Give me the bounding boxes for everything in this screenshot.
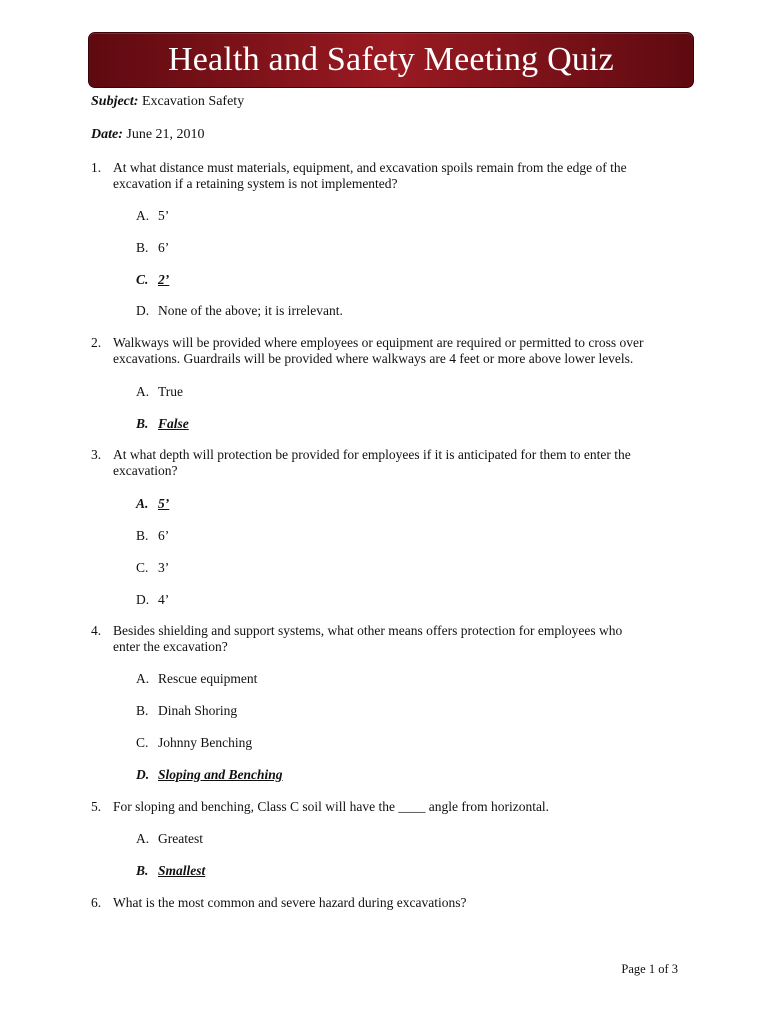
option-2b-correct[interactable] <box>136 416 189 432</box>
option-3d[interactable] <box>136 592 169 608</box>
option-letter: A. <box>136 671 150 686</box>
option-text: 5’ <box>158 208 170 223</box>
option-letter: D. <box>136 767 150 782</box>
question-number: 2. <box>91 335 102 350</box>
option-1c-correct[interactable] <box>136 272 169 288</box>
question-3 <box>91 447 651 479</box>
option-letter: B. <box>136 240 149 255</box>
option-text: Rescue equipment <box>158 671 258 686</box>
question-6 <box>91 895 651 911</box>
date-value: June 21, 2010 <box>126 127 205 142</box>
question-4 <box>91 623 651 655</box>
date-label: Date: <box>91 127 123 142</box>
question-2 <box>91 335 651 367</box>
question-number: 4. <box>91 623 102 638</box>
question-number: 1. <box>91 160 102 175</box>
page-number: Page 1 of 3 <box>621 962 678 976</box>
option-text: 4’ <box>158 592 170 607</box>
option-text: True <box>158 384 184 399</box>
question-text: What is the most common and severe hazard during excavations? <box>113 895 467 910</box>
option-5a[interactable] <box>136 831 203 847</box>
option-letter: A. <box>136 384 150 399</box>
option-letter: C. <box>136 272 149 287</box>
option-letter: B. <box>136 703 149 718</box>
page-title: Health and Safety Meeting Quiz <box>168 41 614 78</box>
option-text: 5’ <box>158 496 170 511</box>
question-5 <box>91 799 651 815</box>
question-number: 5. <box>91 799 102 814</box>
question-number: 3. <box>91 447 102 462</box>
option-text: 3’ <box>158 560 170 575</box>
option-letter: B. <box>136 416 149 431</box>
question-text: Besides shielding and support systems, what other means offers protection for employees who enter the excavation? <box>113 623 623 654</box>
option-2a[interactable] <box>136 384 183 400</box>
option-letter: D. <box>136 592 150 607</box>
option-4d-correct[interactable] <box>136 767 283 783</box>
option-letter: A. <box>136 208 150 223</box>
option-letter: A. <box>136 831 150 846</box>
option-4c[interactable] <box>136 735 252 751</box>
subject-line <box>91 94 244 110</box>
option-3c[interactable] <box>136 560 169 576</box>
option-5b-correct[interactable] <box>136 863 205 879</box>
option-text: False <box>158 416 189 431</box>
option-letter: A. <box>136 496 149 511</box>
option-letter: C. <box>136 560 149 575</box>
question-text: At what distance must materials, equipment, and excavation spoils remain from the edge of the excavation if a retaining system is not implemented? <box>113 160 627 191</box>
option-4b[interactable] <box>136 703 237 719</box>
option-text: Greatest <box>158 831 203 846</box>
option-4a[interactable] <box>136 671 257 687</box>
date-line <box>91 127 205 143</box>
subject-value: Excavation Safety <box>141 94 245 109</box>
option-text: Dinah Shoring <box>158 703 238 718</box>
title-banner <box>88 32 694 88</box>
question-number: 6. <box>91 895 102 910</box>
option-letter: B. <box>136 863 149 878</box>
option-letter: D. <box>136 303 150 318</box>
option-text: Sloping and Benching <box>158 767 283 782</box>
option-3b[interactable] <box>136 528 169 544</box>
question-text: At what depth will protection be provided for employees if it is anticipated for them to enter the excavation? <box>113 447 631 478</box>
option-text: Johnny Benching <box>158 735 253 750</box>
option-letter: B. <box>136 528 149 543</box>
question-1 <box>91 160 651 192</box>
option-1b[interactable] <box>136 240 169 256</box>
option-1a[interactable] <box>136 208 169 224</box>
option-text: Smallest <box>158 863 206 878</box>
subject-label: Subject: <box>91 94 139 109</box>
option-1d[interactable] <box>136 303 343 319</box>
option-3a-correct[interactable] <box>136 496 169 512</box>
option-text: 6’ <box>158 528 170 543</box>
option-letter: C. <box>136 735 149 750</box>
question-text: Walkways will be provided where employees or equipment are required or permitted to cross over excavations. Guardrails will be provided where walkways are 4 feet or more above lower levels. <box>113 335 644 366</box>
option-text: None of the above; it is irrelevant. <box>158 303 343 318</box>
question-text: For sloping and benching, Class C soil will have the ____ angle from horizontal. <box>113 799 550 814</box>
option-text: 6’ <box>158 240 170 255</box>
option-text: 2’ <box>158 272 170 287</box>
